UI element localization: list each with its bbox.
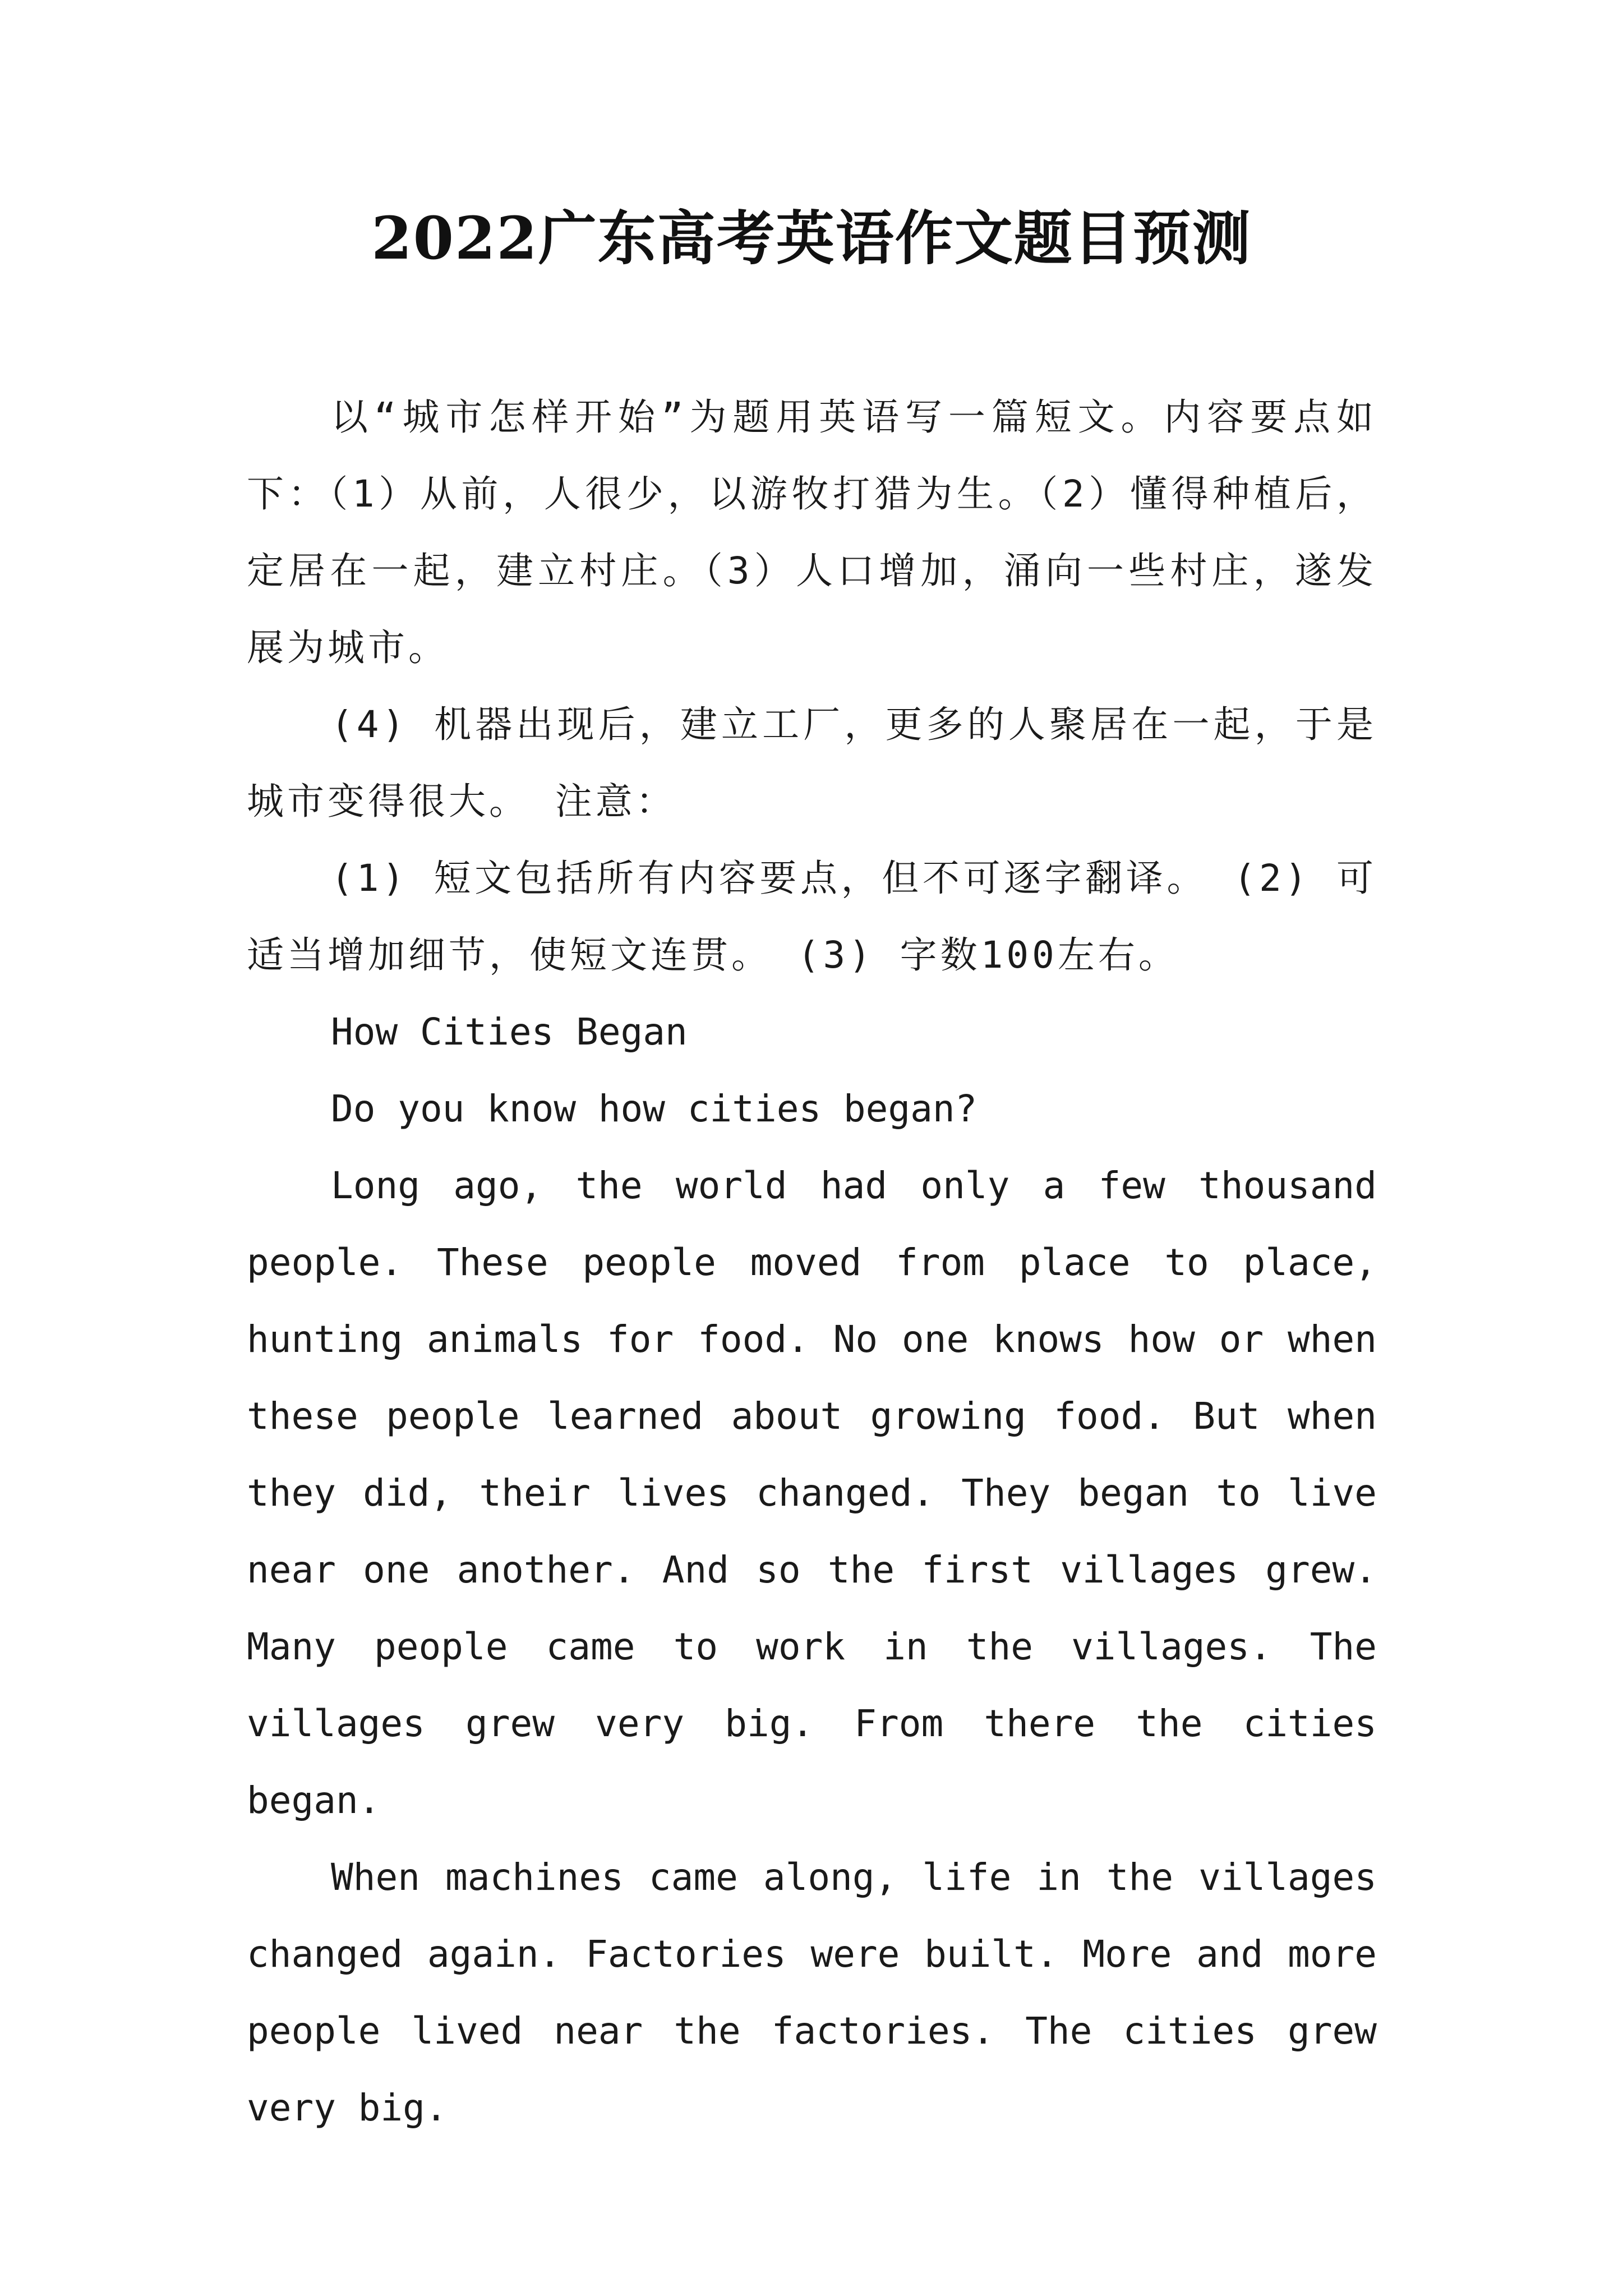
essay-paragraph: When machines came along, life in the villages changed again. Factories were built. More and more people lived near the factories. The cities grew very big.	[247, 1856, 1377, 2129]
notes-paragraph: (1) 短文包括所有内容要点，但不可逐字翻译。 (2) 可适当增加细节，使短文连贯。 (3) 字数100左右。	[247, 857, 1377, 977]
prompt-paragraph: 以“城市怎样开始”为题用英语写一篇短文。内容要点如下：（1）从前，人很少，以游牧打猎为生。（2）懂得种植后，定居在一起，建立村庄。（3）人口增加，涌向一些村庄，遂发展为城市。	[247, 395, 1377, 669]
prompt-paragraph: (4) 机器出现后，建立工厂，更多的人聚居在一起，于是城市变得很大。 注意：	[247, 703, 1377, 823]
document-title: 2022广东高考英语作文题目预测	[371, 204, 1252, 273]
essay-paragraph: Do you know how cities began?	[331, 1087, 978, 1130]
document-body	[247, 379, 1377, 2146]
essay-paragraph: Long ago, the world had only a few thousand people. These people moved from place to place, hunting animals for food. No one knows how or when these people learned about growing food. But when they did, their lives changed. They began to live near one another. And so the first villages grew. Many people came to work in the villages. The villages grew very big. From there the cities began.	[247, 1164, 1377, 1822]
essay-title: How Cities Began	[331, 1010, 688, 1053]
